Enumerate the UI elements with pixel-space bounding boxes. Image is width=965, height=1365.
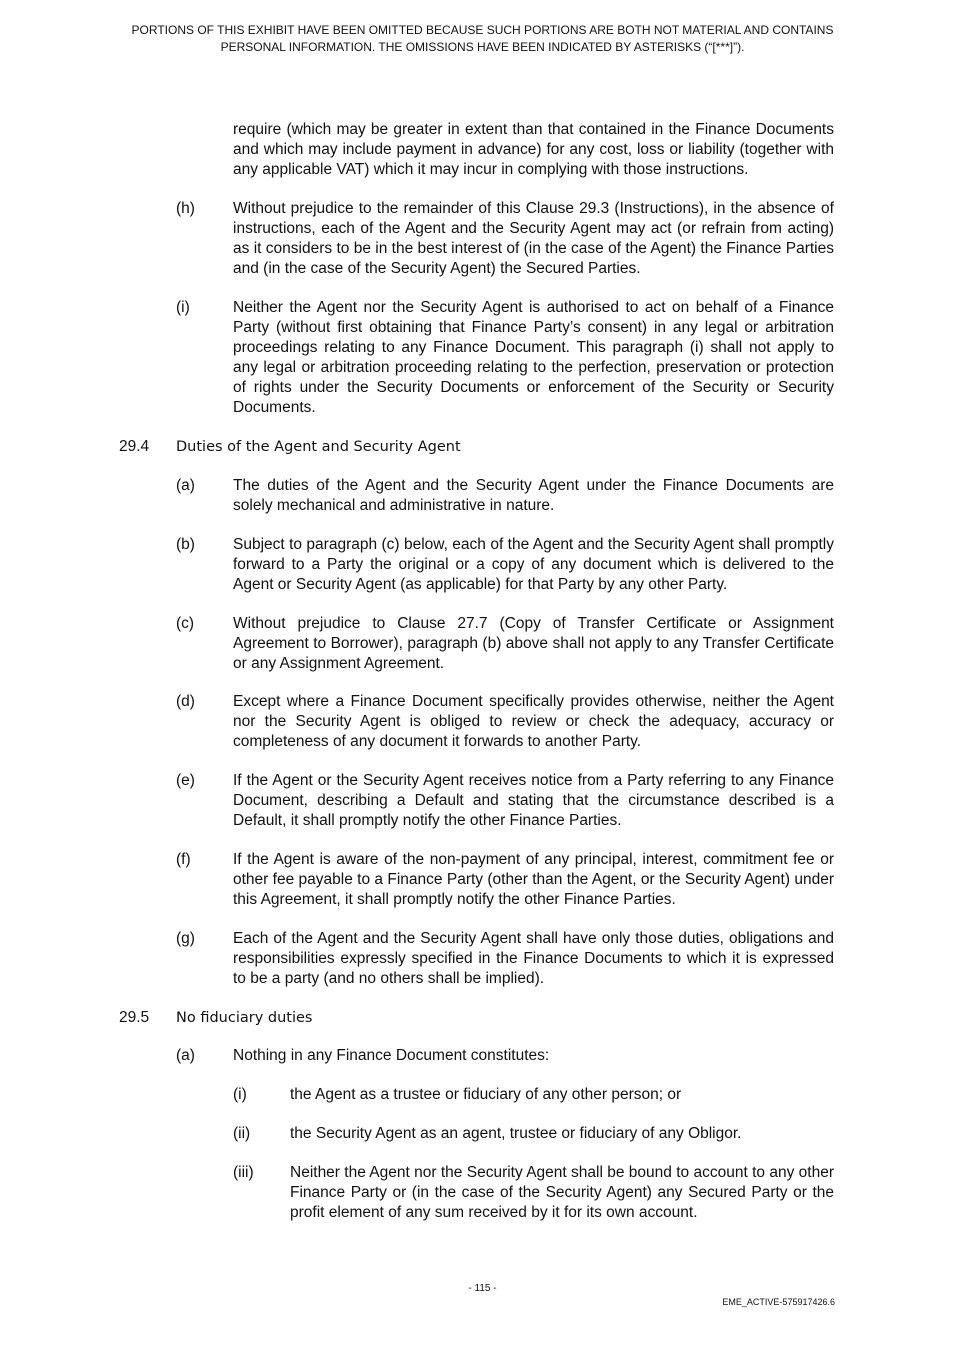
clause-paragraph: Each of the Agent and the Security Agent shall have only those duties, obligations and responsibilities expressly specified in the Finance Documents to which it is expressed to be a party (and no others shall be implied).: [233, 930, 834, 987]
section-number: 29.5: [119, 1009, 150, 1026]
subitem-paragraph: Neither the Agent nor the Security Agent shall be bound to account to any other Finance Party or (in the case of the Security Agent) any Secured Party or the profit element of any sum received by it for its own account.: [290, 1164, 834, 1221]
redaction-notice: PORTIONS OF THIS EXHIBIT HAVE BEEN OMITTED BECAUSE SUCH PORTIONS ARE BOTH NOT MATERIAL AND CONTAINS PERSONAL INFORMATION. THE OMISSIONS HAVE BEEN INDICATED BY ASTERISKS (“[***]”).: [131, 23, 834, 54]
item-label: (a): [176, 477, 195, 494]
subitem-label: (iii): [233, 1164, 254, 1181]
item-label: (i): [176, 299, 190, 316]
section-title: Duties of the Agent and Security Agent: [176, 439, 461, 455]
section-number: 29.4: [119, 438, 150, 455]
subitem-label: (i): [233, 1086, 247, 1103]
item-label: (f): [176, 851, 191, 868]
document-reference: EME_ACTIVE-575917426.6: [722, 1297, 835, 1307]
clause-paragraph: If the Agent or the Security Agent receives notice from a Party referring to any Finance Document, describing a Default and stating that the circumstance described is a Default, it shall promptly notify the other Finance Parties.: [233, 772, 834, 829]
subitem-paragraph: the Security Agent as an agent, trustee or fiduciary of any Obligor.: [290, 1125, 742, 1142]
section-title: No fiduciary duties: [176, 1010, 313, 1026]
clause-paragraph: Neither the Agent nor the Security Agent is authorised to act on behalf of a Finance Party (without first obtaining that Finance Party’s consent) in any legal or arbitration proceedings relating to any Finance Document. This paragraph (i) shall not apply to any legal or arbitration proceeding relating to the perfection, preservation or protection of rights under the Security Documents or enforcement of the Security or Security Documents.: [233, 299, 834, 416]
clause-paragraph: Nothing in any Finance Document constitutes:: [233, 1047, 550, 1064]
item-label: (a): [176, 1047, 195, 1064]
clause-paragraph: Except where a Finance Document specifically provides otherwise, neither the Agent nor the Security Agent is obliged to review or check the adequacy, accuracy or completeness of any document it forwards to another Party.: [233, 693, 834, 750]
clause-paragraph: Subject to paragraph (c) below, each of the Agent and the Security Agent shall promptly forward to a Party the original or a copy of any document which is delivered to the Agent or Security Agent (as applicable) for that Party by any other Party.: [233, 536, 834, 593]
item-label: (h): [176, 200, 195, 217]
clause-paragraph: Without prejudice to the remainder of this Clause 29.3 (Instructions), in the absence of instructions, each of the Agent and the Security Agent may act (or refrain from acting) as it considers to be in the best interest of (in the case of the Agent) the Finance Parties and (in the case of the Security Agent) the Secured Parties.: [233, 200, 834, 277]
item-label: (d): [176, 693, 195, 710]
item-label: (c): [176, 615, 195, 632]
clause-paragraph: If the Agent is aware of the non-payment of any principal, interest, commitment fee or other fee payable to a Finance Party (other than the Agent, or the Security Agent) under this Agreement, it shall promptly notify the other Finance Parties.: [233, 851, 834, 908]
clause-paragraph: The duties of the Agent and the Security Agent under the Finance Documents are solely mechanical and administrative in nature.: [233, 477, 834, 514]
continuation-paragraph: require (which may be greater in extent than that contained in the Finance Documents and which may include payment in advance) for any cost, loss or liability (together with any applicable VAT) which it may incur in complying with those instructions.: [233, 121, 834, 178]
subitem-paragraph: the Agent as a trustee or fiduciary of any other person; or: [290, 1086, 682, 1103]
clause-paragraph: Without prejudice to Clause 27.7 (Copy of Transfer Certificate or Assignment Agreement to Borrower), paragraph (b) above shall not apply to any Transfer Certificate or any Assignment Agreement.: [233, 615, 834, 672]
subitem-label: (ii): [233, 1125, 251, 1142]
item-label: (e): [176, 772, 195, 789]
item-label: (g): [176, 930, 195, 947]
item-label: (b): [176, 536, 195, 553]
page-number: - 115 -: [468, 1283, 497, 1294]
